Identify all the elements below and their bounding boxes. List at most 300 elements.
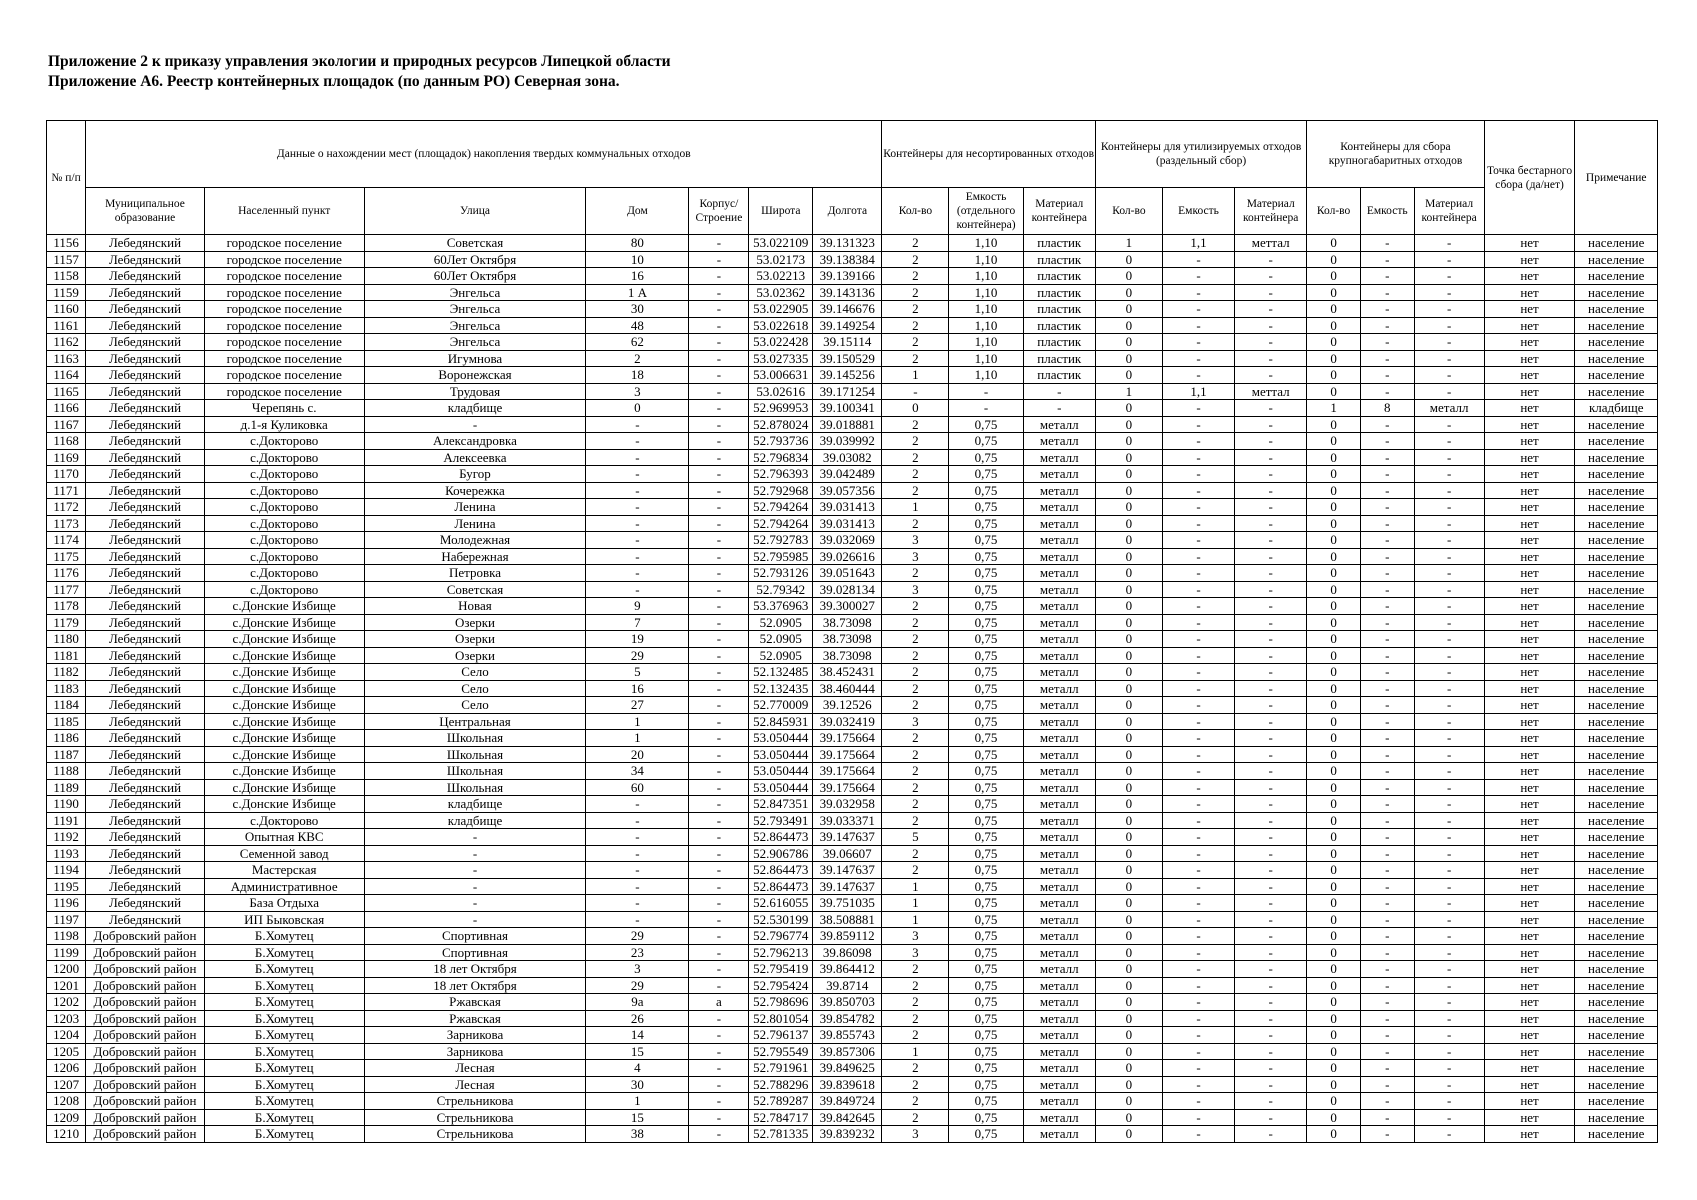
cell-street: Молодежная <box>364 532 586 549</box>
cell-recyclable-capacity: 1,1 <box>1162 235 1234 252</box>
cell-building: - <box>689 680 749 697</box>
cell-street: Озерки <box>364 614 586 631</box>
cell-bulky-material: - <box>1414 284 1484 301</box>
cell-num: 1191 <box>47 812 86 829</box>
cell-settlement: с.Докторово <box>204 812 364 829</box>
cell-bulky-count: 0 <box>1307 911 1361 928</box>
cell-unsorted-count: 2 <box>882 779 949 796</box>
cell-note: население <box>1575 1060 1658 1077</box>
cell-note: население <box>1575 466 1658 483</box>
cell-bulky-count: 0 <box>1307 845 1361 862</box>
cell-bulky-count: 0 <box>1307 647 1361 664</box>
cell-lat: 52.0905 <box>749 647 813 664</box>
cell-num: 1193 <box>47 845 86 862</box>
cell-bulky-count: 0 <box>1307 235 1361 252</box>
cell-bulky-material: - <box>1414 565 1484 582</box>
cell-municipality: Добровский район <box>86 994 205 1011</box>
cell-collection-point: нет <box>1484 763 1575 780</box>
cell-recyclable-capacity: - <box>1162 350 1234 367</box>
cell-note: население <box>1575 1109 1658 1126</box>
cell-unsorted-count: 2 <box>882 1060 949 1077</box>
cell-unsorted-material: металл <box>1023 1076 1095 1093</box>
cell-bulky-count: 0 <box>1307 763 1361 780</box>
cell-lon: 39.839618 <box>813 1076 882 1093</box>
cell-municipality: Лебедянский <box>86 416 205 433</box>
cell-unsorted-capacity: 0,75 <box>949 614 1023 631</box>
cell-lon: 39.138384 <box>813 251 882 268</box>
cell-lat: 52.792783 <box>749 532 813 549</box>
cell-recyclable-material: - <box>1235 1126 1307 1143</box>
cell-collection-point: нет <box>1484 1126 1575 1143</box>
cell-building: - <box>689 235 749 252</box>
cell-unsorted-capacity: 0,75 <box>949 961 1023 978</box>
cell-bulky-material: - <box>1414 730 1484 747</box>
cell-unsorted-material: металл <box>1023 548 1095 565</box>
cell-num: 1170 <box>47 466 86 483</box>
cell-house: - <box>586 829 689 846</box>
cell-collection-point: нет <box>1484 1060 1575 1077</box>
cell-recyclable-capacity: - <box>1162 763 1234 780</box>
cell-recyclable-capacity: - <box>1162 878 1234 895</box>
unsorted-group-header: Контейнеры для несортированных отходов <box>882 121 1096 188</box>
cell-recyclable-material: - <box>1235 631 1307 648</box>
table-header <box>47 121 1658 235</box>
cell-unsorted-material: металл <box>1023 565 1095 582</box>
cell-bulky-count: 0 <box>1307 961 1361 978</box>
cell-recyclable-count: 0 <box>1095 1076 1162 1093</box>
cell-bulky-material: - <box>1414 515 1484 532</box>
cell-bulky-capacity: - <box>1360 565 1414 582</box>
cell-settlement: с.Докторово <box>204 466 364 483</box>
cell-lon: 39.849724 <box>813 1093 882 1110</box>
cell-recyclable-count: 0 <box>1095 565 1162 582</box>
cell-lat: 52.969953 <box>749 400 813 417</box>
cell-municipality: Добровский район <box>86 1027 205 1044</box>
cell-lon: 39.150529 <box>813 350 882 367</box>
cell-num: 1157 <box>47 251 86 268</box>
cell-house: 10 <box>586 251 689 268</box>
cell-bulky-count: 0 <box>1307 862 1361 879</box>
cell-lat: 52.796393 <box>749 466 813 483</box>
cell-lat: 52.0905 <box>749 631 813 648</box>
cell-bulky-capacity: - <box>1360 334 1414 351</box>
cell-bulky-capacity: - <box>1360 697 1414 714</box>
cell-recyclable-material: - <box>1235 713 1307 730</box>
cell-building: - <box>689 664 749 681</box>
cell-unsorted-capacity: 0,75 <box>949 664 1023 681</box>
cell-recyclable-material: - <box>1235 515 1307 532</box>
cell-bulky-material: - <box>1414 416 1484 433</box>
cell-unsorted-material: металл <box>1023 499 1095 516</box>
cell-house: 1 А <box>586 284 689 301</box>
cell-recyclable-material: меттал <box>1235 235 1307 252</box>
cell-building: - <box>689 944 749 961</box>
cell-collection-point: нет <box>1484 1109 1575 1126</box>
cell-building: - <box>689 334 749 351</box>
cell-building: - <box>689 796 749 813</box>
cell-bulky-count: 0 <box>1307 367 1361 384</box>
cell-bulky-count: 0 <box>1307 664 1361 681</box>
cell-lat: 52.79342 <box>749 581 813 598</box>
cell-note: население <box>1575 961 1658 978</box>
cell-recyclable-count: 0 <box>1095 449 1162 466</box>
cell-street: Село <box>364 664 586 681</box>
cell-lon: 39.175664 <box>813 730 882 747</box>
cell-unsorted-material: металл <box>1023 598 1095 615</box>
cell-lat: 53.022109 <box>749 235 813 252</box>
cell-note: население <box>1575 928 1658 945</box>
cell-house: - <box>586 515 689 532</box>
cell-num: 1173 <box>47 515 86 532</box>
cell-municipality: Добровский район <box>86 1126 205 1143</box>
cell-municipality: Лебедянский <box>86 763 205 780</box>
cell-lon: 38.73098 <box>813 614 882 631</box>
cell-unsorted-capacity: 0,75 <box>949 812 1023 829</box>
cell-unsorted-capacity: 0,75 <box>949 796 1023 813</box>
cell-unsorted-capacity: 0,75 <box>949 416 1023 433</box>
cell-note: население <box>1575 482 1658 499</box>
cell-lat: 52.788296 <box>749 1076 813 1093</box>
cell-unsorted-capacity: 0,75 <box>949 878 1023 895</box>
cell-unsorted-material: пластик <box>1023 367 1095 384</box>
registry-table <box>46 120 1658 1143</box>
cell-lon: 39.850703 <box>813 994 882 1011</box>
cell-street: - <box>364 416 586 433</box>
cell-building: - <box>689 730 749 747</box>
cell-lat: 53.050444 <box>749 746 813 763</box>
cell-unsorted-material: металл <box>1023 977 1095 994</box>
cell-house: 48 <box>586 317 689 334</box>
cell-note: население <box>1575 730 1658 747</box>
cell-recyclable-count: 0 <box>1095 268 1162 285</box>
cell-lon: 39.145256 <box>813 367 882 384</box>
cell-street: - <box>364 895 586 912</box>
cell-lat: 52.796774 <box>749 928 813 945</box>
cell-settlement: городское поселение <box>204 367 364 384</box>
cell-building: - <box>689 416 749 433</box>
cell-lon: 39.175664 <box>813 746 882 763</box>
cell-recyclable-count: 0 <box>1095 367 1162 384</box>
cell-lat: 52.770009 <box>749 697 813 714</box>
cell-note: население <box>1575 251 1658 268</box>
cell-street: Село <box>364 680 586 697</box>
cell-unsorted-capacity: 0,75 <box>949 862 1023 879</box>
cell-recyclable-material: - <box>1235 284 1307 301</box>
cell-collection-point: нет <box>1484 1027 1575 1044</box>
cell-bulky-capacity: - <box>1360 1109 1414 1126</box>
cell-unsorted-material: металл <box>1023 994 1095 1011</box>
cell-bulky-capacity: - <box>1360 416 1414 433</box>
cell-bulky-material: - <box>1414 367 1484 384</box>
cell-settlement: с.Докторово <box>204 499 364 516</box>
cell-house: - <box>586 878 689 895</box>
cell-recyclable-count: 0 <box>1095 829 1162 846</box>
cell-recyclable-capacity: - <box>1162 1109 1234 1126</box>
cell-bulky-capacity: - <box>1360 284 1414 301</box>
cell-street: - <box>364 911 586 928</box>
cell-settlement: с.Докторово <box>204 449 364 466</box>
cell-unsorted-count: 2 <box>882 862 949 879</box>
cell-recyclable-count: 0 <box>1095 911 1162 928</box>
cell-bulky-material: - <box>1414 1109 1484 1126</box>
cell-unsorted-capacity: 0,75 <box>949 895 1023 912</box>
cell-note: население <box>1575 499 1658 516</box>
cell-municipality: Лебедянский <box>86 845 205 862</box>
cell-num: 1176 <box>47 565 86 582</box>
cell-bulky-capacity: - <box>1360 961 1414 978</box>
cell-bulky-count: 0 <box>1307 746 1361 763</box>
cell-street: Лесная <box>364 1076 586 1093</box>
cell-bulky-material: - <box>1414 334 1484 351</box>
table-row <box>47 631 1658 648</box>
cell-note: население <box>1575 367 1658 384</box>
cell-note: население <box>1575 895 1658 912</box>
cell-bulky-capacity: - <box>1360 779 1414 796</box>
cell-lon: 39.849625 <box>813 1060 882 1077</box>
cell-num: 1204 <box>47 1027 86 1044</box>
cell-bulky-material: - <box>1414 977 1484 994</box>
cell-municipality: Лебедянский <box>86 895 205 912</box>
cell-building: - <box>689 977 749 994</box>
cell-recyclable-material: - <box>1235 581 1307 598</box>
cell-bulky-material: - <box>1414 664 1484 681</box>
cell-house: 1 <box>586 713 689 730</box>
cell-unsorted-count: 1 <box>882 878 949 895</box>
cell-unsorted-material: металл <box>1023 796 1095 813</box>
col-point-header: Точка бестарного сбора (да/нет) <box>1484 121 1575 235</box>
table-row <box>47 994 1658 1011</box>
cell-recyclable-capacity: - <box>1162 1043 1234 1060</box>
cell-bulky-capacity: - <box>1360 1060 1414 1077</box>
table-row <box>47 977 1658 994</box>
cell-unsorted-capacity: 1,10 <box>949 334 1023 351</box>
cell-num: 1168 <box>47 433 86 450</box>
cell-lat: 52.796834 <box>749 449 813 466</box>
cell-unsorted-capacity: 0,75 <box>949 548 1023 565</box>
cell-recyclable-count: 0 <box>1095 961 1162 978</box>
cell-lon: 39.100341 <box>813 400 882 417</box>
cell-num: 1178 <box>47 598 86 615</box>
cell-bulky-capacity: - <box>1360 532 1414 549</box>
cell-unsorted-material: металл <box>1023 763 1095 780</box>
cell-recyclable-capacity: - <box>1162 1060 1234 1077</box>
cell-bulky-material: - <box>1414 812 1484 829</box>
table-row <box>47 235 1658 252</box>
cell-house: 62 <box>586 334 689 351</box>
cell-recyclable-material: - <box>1235 944 1307 961</box>
cell-bulky-count: 0 <box>1307 268 1361 285</box>
cell-lon: 39.171254 <box>813 383 882 400</box>
cell-municipality: Лебедянский <box>86 499 205 516</box>
cell-unsorted-count: - <box>882 383 949 400</box>
cell-bulky-material: - <box>1414 449 1484 466</box>
cell-bulky-count: 0 <box>1307 713 1361 730</box>
cell-unsorted-material: металл <box>1023 433 1095 450</box>
cell-unsorted-capacity: 0,75 <box>949 1043 1023 1060</box>
cell-recyclable-capacity: - <box>1162 730 1234 747</box>
cell-bulky-capacity: - <box>1360 367 1414 384</box>
cell-bulky-material: - <box>1414 532 1484 549</box>
cell-street: кладбище <box>364 796 586 813</box>
cell-unsorted-material: металл <box>1023 895 1095 912</box>
cell-bulky-count: 0 <box>1307 449 1361 466</box>
cell-lon: 39.028134 <box>813 581 882 598</box>
cell-lon: 39.031413 <box>813 499 882 516</box>
cell-recyclable-capacity: - <box>1162 449 1234 466</box>
cell-unsorted-capacity: 0,75 <box>949 532 1023 549</box>
table-body <box>47 235 1658 1143</box>
cell-unsorted-count: 2 <box>882 1010 949 1027</box>
cell-note: население <box>1575 862 1658 879</box>
cell-bulky-capacity: - <box>1360 994 1414 1011</box>
table-row <box>47 697 1658 714</box>
cell-house: - <box>586 433 689 450</box>
cell-unsorted-capacity: 0,75 <box>949 928 1023 945</box>
cell-house: 60 <box>586 779 689 796</box>
cell-lat: 52.132435 <box>749 680 813 697</box>
cell-collection-point: нет <box>1484 284 1575 301</box>
cell-collection-point: нет <box>1484 565 1575 582</box>
cell-unsorted-count: 2 <box>882 301 949 318</box>
cell-recyclable-count: 0 <box>1095 350 1162 367</box>
cell-bulky-capacity: - <box>1360 878 1414 895</box>
cell-street: Спортивная <box>364 928 586 945</box>
cell-street: Зарникова <box>364 1043 586 1060</box>
cell-building: - <box>689 466 749 483</box>
col-num-header: № п/п <box>47 121 86 235</box>
cell-recyclable-count: 0 <box>1095 878 1162 895</box>
cell-building: - <box>689 1043 749 1060</box>
cell-lon: 39.057356 <box>813 482 882 499</box>
cell-settlement: городское поселение <box>204 350 364 367</box>
cell-recyclable-material: - <box>1235 730 1307 747</box>
cell-bulky-count: 0 <box>1307 548 1361 565</box>
cell-street: Стрельникова <box>364 1093 586 1110</box>
cell-municipality: Лебедянский <box>86 680 205 697</box>
table-row <box>47 466 1658 483</box>
cell-unsorted-count: 1 <box>882 367 949 384</box>
cell-lat: 52.795419 <box>749 961 813 978</box>
col-house-header: Дом <box>586 188 689 235</box>
cell-collection-point: нет <box>1484 515 1575 532</box>
cell-unsorted-material: металл <box>1023 680 1095 697</box>
cell-unsorted-count: 2 <box>882 680 949 697</box>
cell-bulky-material: - <box>1414 383 1484 400</box>
col-settlement-header: Населенный пункт <box>204 188 364 235</box>
cell-unsorted-material: пластик <box>1023 235 1095 252</box>
cell-house: 14 <box>586 1027 689 1044</box>
cell-street: кладбище <box>364 400 586 417</box>
cell-building: - <box>689 499 749 516</box>
cell-unsorted-capacity: 0,75 <box>949 944 1023 961</box>
col-lon-header: Долгота <box>813 188 882 235</box>
cell-recyclable-capacity: - <box>1162 829 1234 846</box>
cell-municipality: Лебедянский <box>86 878 205 895</box>
cell-unsorted-capacity: 0,75 <box>949 746 1023 763</box>
table-row <box>47 763 1658 780</box>
cell-settlement: Административное <box>204 878 364 895</box>
cell-building: - <box>689 812 749 829</box>
cell-street: Игумнова <box>364 350 586 367</box>
table-row <box>47 878 1658 895</box>
table-row <box>47 664 1658 681</box>
cell-collection-point: нет <box>1484 350 1575 367</box>
cell-unsorted-count: 1 <box>882 499 949 516</box>
cell-lat: 52.791961 <box>749 1060 813 1077</box>
cell-note: население <box>1575 664 1658 681</box>
cell-unsorted-material: металл <box>1023 515 1095 532</box>
cell-unsorted-count: 2 <box>882 961 949 978</box>
cell-num: 1156 <box>47 235 86 252</box>
cell-recyclable-capacity: - <box>1162 1126 1234 1143</box>
cell-collection-point: нет <box>1484 895 1575 912</box>
cell-unsorted-material: металл <box>1023 647 1095 664</box>
cell-bulky-material: - <box>1414 614 1484 631</box>
cell-recyclable-count: 0 <box>1095 614 1162 631</box>
cell-bulky-material: - <box>1414 713 1484 730</box>
cell-recyclable-capacity: - <box>1162 779 1234 796</box>
cell-settlement: с.Докторово <box>204 548 364 565</box>
cell-bulky-count: 0 <box>1307 251 1361 268</box>
cell-recyclable-count: 0 <box>1095 581 1162 598</box>
cell-bulky-material: - <box>1414 581 1484 598</box>
cell-num: 1181 <box>47 647 86 664</box>
cell-recyclable-count: 0 <box>1095 977 1162 994</box>
cell-note: население <box>1575 1027 1658 1044</box>
cell-street: Кочережка <box>364 482 586 499</box>
cell-unsorted-capacity: 1,10 <box>949 301 1023 318</box>
cell-recyclable-capacity: - <box>1162 845 1234 862</box>
cell-recyclable-material: - <box>1235 895 1307 912</box>
cell-unsorted-count: 2 <box>882 350 949 367</box>
cell-settlement: городское поселение <box>204 383 364 400</box>
cell-note: население <box>1575 235 1658 252</box>
cell-num: 1205 <box>47 1043 86 1060</box>
cell-recyclable-material: - <box>1235 1060 1307 1077</box>
cell-house: 0 <box>586 400 689 417</box>
cell-collection-point: нет <box>1484 301 1575 318</box>
cell-recyclable-capacity: - <box>1162 977 1234 994</box>
table-row <box>47 845 1658 862</box>
cell-street: Ленина <box>364 515 586 532</box>
cell-bulky-count: 0 <box>1307 631 1361 648</box>
cell-recyclable-count: 0 <box>1095 647 1162 664</box>
cell-recyclable-capacity: - <box>1162 664 1234 681</box>
table-row <box>47 647 1658 664</box>
table-row <box>47 515 1658 532</box>
cell-recyclable-material: - <box>1235 1109 1307 1126</box>
cell-building: - <box>689 961 749 978</box>
cell-recyclable-material: - <box>1235 812 1307 829</box>
cell-unsorted-material: - <box>1023 400 1095 417</box>
cell-settlement: с.Донские Избище <box>204 680 364 697</box>
cell-recyclable-capacity: - <box>1162 598 1234 615</box>
cell-unsorted-capacity: 0,75 <box>949 779 1023 796</box>
cell-lon: 39.147637 <box>813 862 882 879</box>
cell-recyclable-material: меттал <box>1235 383 1307 400</box>
cell-bulky-count: 0 <box>1307 779 1361 796</box>
cell-bulky-count: 0 <box>1307 614 1361 631</box>
cell-collection-point: нет <box>1484 251 1575 268</box>
cell-bulky-count: 0 <box>1307 796 1361 813</box>
cell-lon: 39.857306 <box>813 1043 882 1060</box>
cell-unsorted-material: металл <box>1023 911 1095 928</box>
cell-lon: 39.03082 <box>813 449 882 466</box>
cell-house: 30 <box>586 301 689 318</box>
cell-recyclable-capacity: - <box>1162 548 1234 565</box>
cell-recyclable-count: 0 <box>1095 697 1162 714</box>
col-bulky-count-header: Кол-во <box>1307 188 1361 235</box>
